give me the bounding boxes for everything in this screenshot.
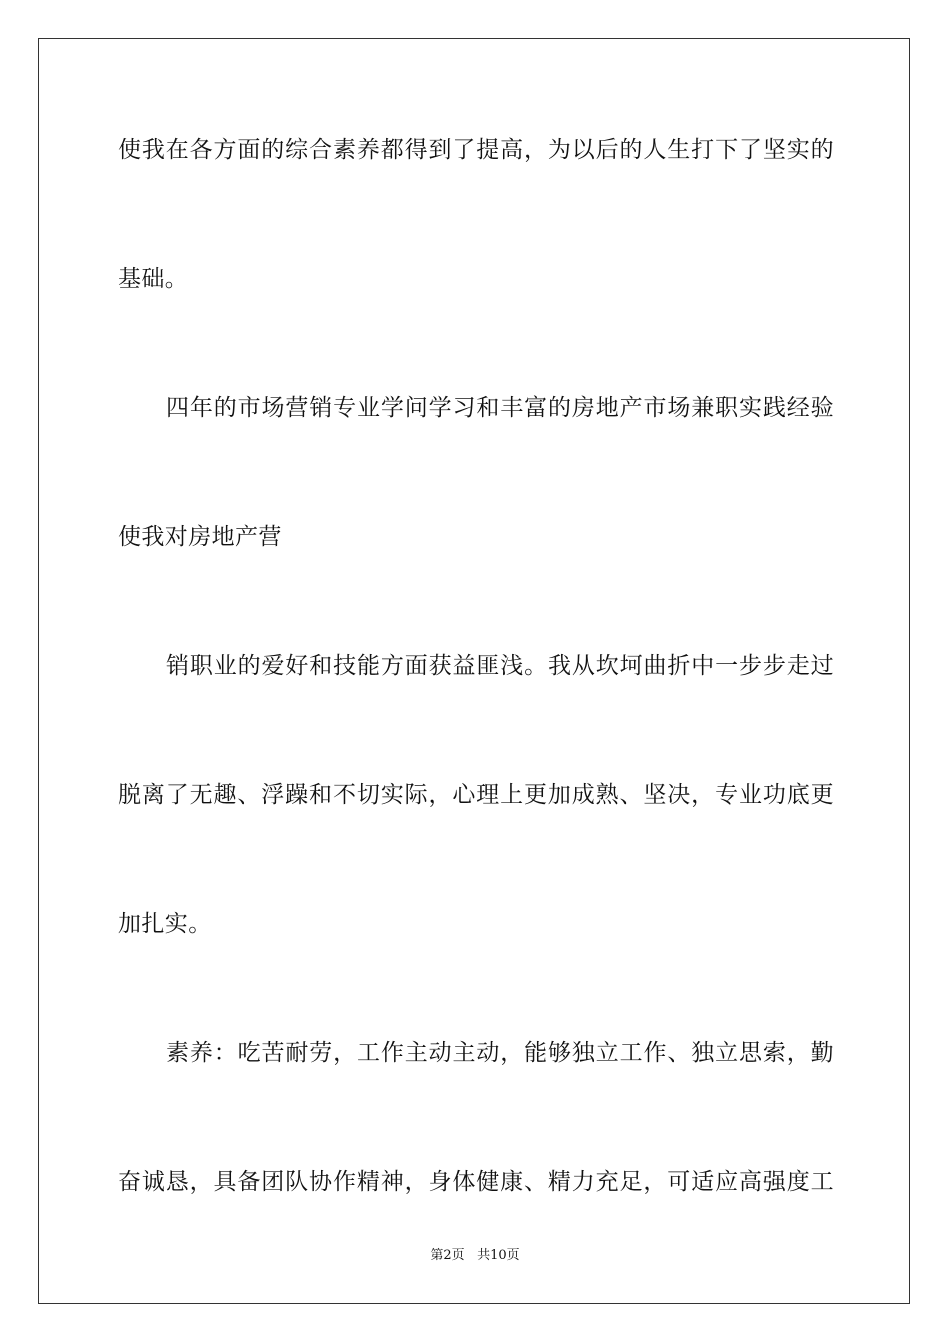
paragraph-line: 使我在各方面的综合素养都得到了提高，为以后的人生打下了坚实的 <box>118 137 834 163</box>
paragraph-line: 基础。 <box>118 266 189 292</box>
paragraph-line: 使我对房地产营 <box>118 524 282 550</box>
paragraph-line: 加扎实。 <box>118 911 212 937</box>
page-number: 第2页 <box>430 1248 465 1263</box>
paragraph-line: 销职业的爱好和技能方面获益匪浅。我从坎坷曲折中一步步走过 <box>166 653 834 679</box>
page-total: 共10页 <box>477 1248 520 1263</box>
page-footer <box>0 1248 950 1264</box>
paragraph-line: 素养：吃苦耐劳，工作主动主动，能够独立工作、独立思索，勤 <box>166 1040 834 1066</box>
paragraph-line: 脱离了无趣、浮躁和不切实际，心理上更加成熟、坚决，专业功底更 <box>118 782 834 808</box>
paragraph-line: 四年的市场营销专业学问学习和丰富的房地产市场兼职实践经验 <box>166 395 834 421</box>
paragraph-line: 奋诚恳，具备团队协作精神，身体健康、精力充足，可适应高强度工 <box>118 1169 834 1195</box>
